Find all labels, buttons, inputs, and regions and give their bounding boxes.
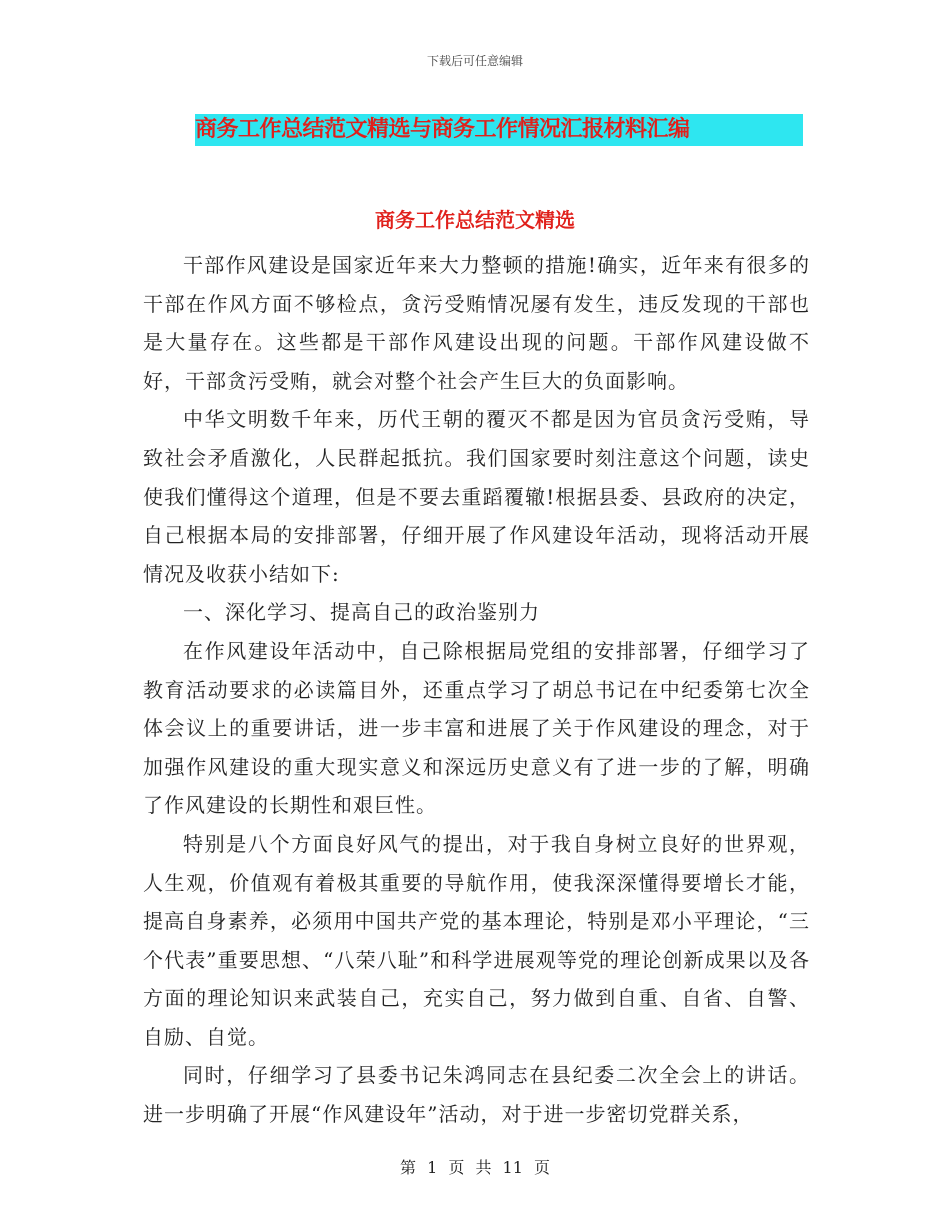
- section-heading: 一、深化学习、提高自己的政治鉴别力: [183, 600, 540, 625]
- page-header-note: 下载后可任意编辑: [426, 54, 523, 68]
- section-title: 商务工作总结范文精选: [375, 208, 575, 232]
- page-number: 第 1 页 共 11 页: [400, 1158, 550, 1177]
- document-body: [143, 246, 810, 1134]
- paragraph: 在作风建设年活动中，自己除根据局党组的安排部署，仔细学习了教育活动要求的必读篇目外，还重点学习了胡总书记在中纪委第七次全体会议上的重要讲话，进一步丰富和进展了关于作风建设的理念，对于加强作风建设的重大现实意义和深远历史意义有了进一步的了解，明确了作风建设的长期性和艰巨性。: [143, 638, 810, 818]
- paragraph: 特别是八个方面良好风气的提出，对于我自身树立良好的世界观，人生观，价值观有着极其重要的导航作用，使我深深懂得要增长才能，提高自身素养，必须用中国共产党的基本理论，特别是邓小平理论，“三个代表”重要思想、“八荣八耻”和科学进展观等党的理论创新成果以及各方面的理论知识来武装自己，充实自己，努力做到自重、自省、自警、自励、自觉。: [143, 831, 810, 1049]
- paragraph: 中华文明数千年来，历代王朝的覆灭不都是因为官员贪污受贿，导致社会矛盾激化，人民群起抵抗。我们国家要时刻注意这个问题，读史使我们懂得这个道理，但是不要去重蹈覆辙!根据县委、县政府的决定，自己根据本局的安排部署，仔细开展了作风建设年活动，现将活动开展情况及收获小结如下:: [143, 407, 810, 586]
- paragraph: 干部作风建设是国家近年来大力整顿的措施!确实，近年来有很多的干部在作风方面不够检点，贪污受贿情况屡有发生，违反发现的干部也是大量存在。这些都是干部作风建设出现的问题。干部作风建设做不好，干部贪污受贿，就会对整个社会产生巨大的负面影响。: [143, 253, 810, 393]
- paragraph: 同时，仔细学习了县委书记朱鸿同志在县纪委二次全会上的讲话。进一步明确了开展“作风建设年”活动，对于进一步密切党群关系，: [143, 1063, 810, 1127]
- document-title: 商务工作总结范文精选与商务工作情况汇报材料汇编: [195, 117, 690, 142]
